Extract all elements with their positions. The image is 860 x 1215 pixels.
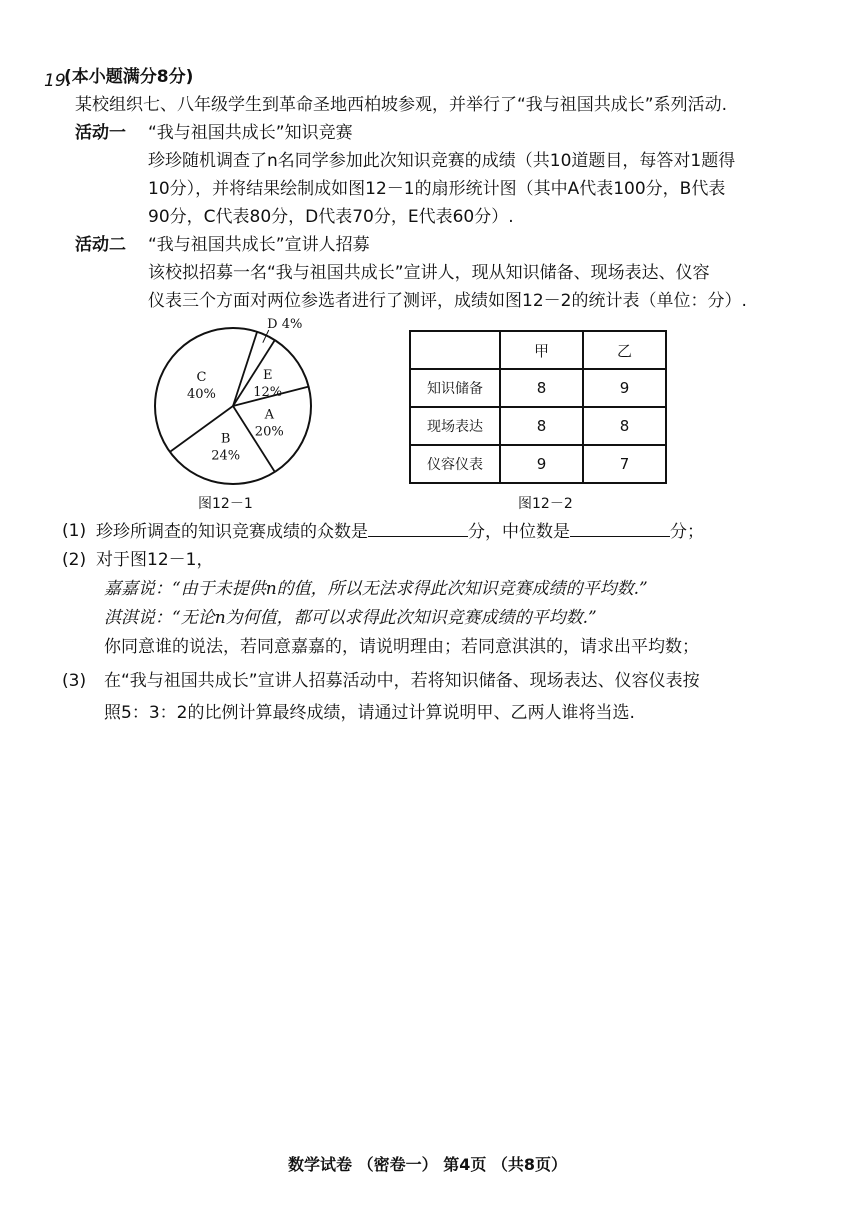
pie-label-D: D 4% [267, 316, 303, 332]
activity1-line3: 90分，C代表80分，D代表70分，E代表60分）. [148, 207, 514, 227]
table-row [410, 369, 666, 407]
page-footer [288, 1152, 567, 1175]
pie-chart [140, 316, 320, 486]
pie-value-C: 40% [186, 387, 216, 403]
table-cell: 8 [583, 407, 666, 445]
pie-label-A: A [264, 407, 274, 423]
part1-text-c: 分； [670, 522, 704, 542]
points-note: (本小题满分8分) [64, 67, 194, 87]
jiajia-statement: 嘉嘉说：“由于未提供n的值，所以无法求得此次知识竞赛成绩的平均数.” [104, 579, 648, 599]
activity1-label: 活动一 [75, 123, 126, 143]
activity2-line2: 仪表三个方面对两位参选者进行了测评，成绩如图12－2的统计表（单位：分）. [148, 291, 747, 311]
footer-page: 第4页 [443, 1155, 487, 1174]
table-header-cell: 甲 [500, 331, 583, 369]
footer-total: （共8页） [491, 1155, 568, 1174]
part1-number: (1) [62, 521, 87, 541]
mode-answer-blank[interactable] [368, 520, 468, 537]
table-header-cell [410, 331, 500, 369]
pie-value-A: 20% [254, 424, 284, 440]
pie-label-B: B [220, 431, 231, 447]
score-table [409, 330, 667, 484]
footer-paper: （密卷一） [357, 1155, 438, 1174]
question-intro: 某校组织七、八年级学生到革命圣地西柏坡参观，并举行了“我与祖国共成长”系列活动. [75, 95, 728, 115]
part1-text [96, 520, 704, 543]
table-cell: 9 [583, 369, 666, 407]
question-number: 19. [44, 71, 72, 91]
table-row [410, 445, 666, 483]
pie-label-E: E [262, 367, 273, 383]
part3-number: (3) [62, 671, 87, 691]
part1-text-a: 珍珍所调查的知识竞赛成绩的众数是 [96, 522, 368, 542]
part2-intro: 对于图12－1， [96, 550, 214, 570]
table-row [410, 407, 666, 445]
table-cell: 8 [500, 369, 583, 407]
row-label: 现场表达 [410, 407, 500, 445]
row-label: 知识储备 [410, 369, 500, 407]
footer-subject: 数学试卷 [288, 1155, 353, 1174]
median-answer-blank[interactable] [570, 520, 670, 537]
part3-line2: 照5：3：2的比例计算最终成绩，请通过计算说明甲、乙两人谁将当选. [104, 703, 635, 723]
part3-line1: 在“我与祖国共成长”宣讲人招募活动中，若将知识储备、现场表达、仪容仪表按 [104, 671, 700, 691]
figure-12-2-caption: 图12－2 [518, 496, 573, 512]
part2-ask: 你同意谁的说法，若同意嘉嘉的，请说明理由；若同意淇淇的，请求出平均数； [104, 637, 699, 657]
figure-12-1-caption: 图12－1 [198, 496, 253, 512]
row-label: 仪容仪表 [410, 445, 500, 483]
pie-value-E: 12% [253, 384, 283, 400]
activity2-title: “我与祖国共成长”宣讲人招募 [148, 235, 370, 255]
activity2-label: 活动二 [75, 235, 126, 255]
activity1-line1: 珍珍随机调查了n名同学参加此次知识竞赛的成绩（共10道题目，每答对1题得 [148, 151, 736, 171]
activity1-line2: 10分），并将结果绘制成如图12－1的扇形统计图（其中A代表100分，B代表 [148, 179, 726, 199]
pie-label-C: C [196, 370, 207, 386]
table-cell: 9 [500, 445, 583, 483]
activity1-title: “我与祖国共成长”知识竞赛 [148, 123, 353, 143]
table-cell: 8 [500, 407, 583, 445]
part1-text-b: 分，中位数是 [468, 522, 570, 542]
table-header-cell: 乙 [583, 331, 666, 369]
pie-value-B: 24% [211, 448, 241, 464]
part2-number: (2) [62, 550, 87, 570]
table-cell: 7 [583, 445, 666, 483]
qiqi-statement: 淇淇说：“无论n为何值，都可以求得此次知识竞赛成绩的平均数.” [104, 608, 597, 628]
activity2-line1: 该校拟招募一名“我与祖国共成长”宣讲人，现从知识储备、现场表达、仪容 [148, 263, 710, 283]
table-header-row [410, 331, 666, 369]
